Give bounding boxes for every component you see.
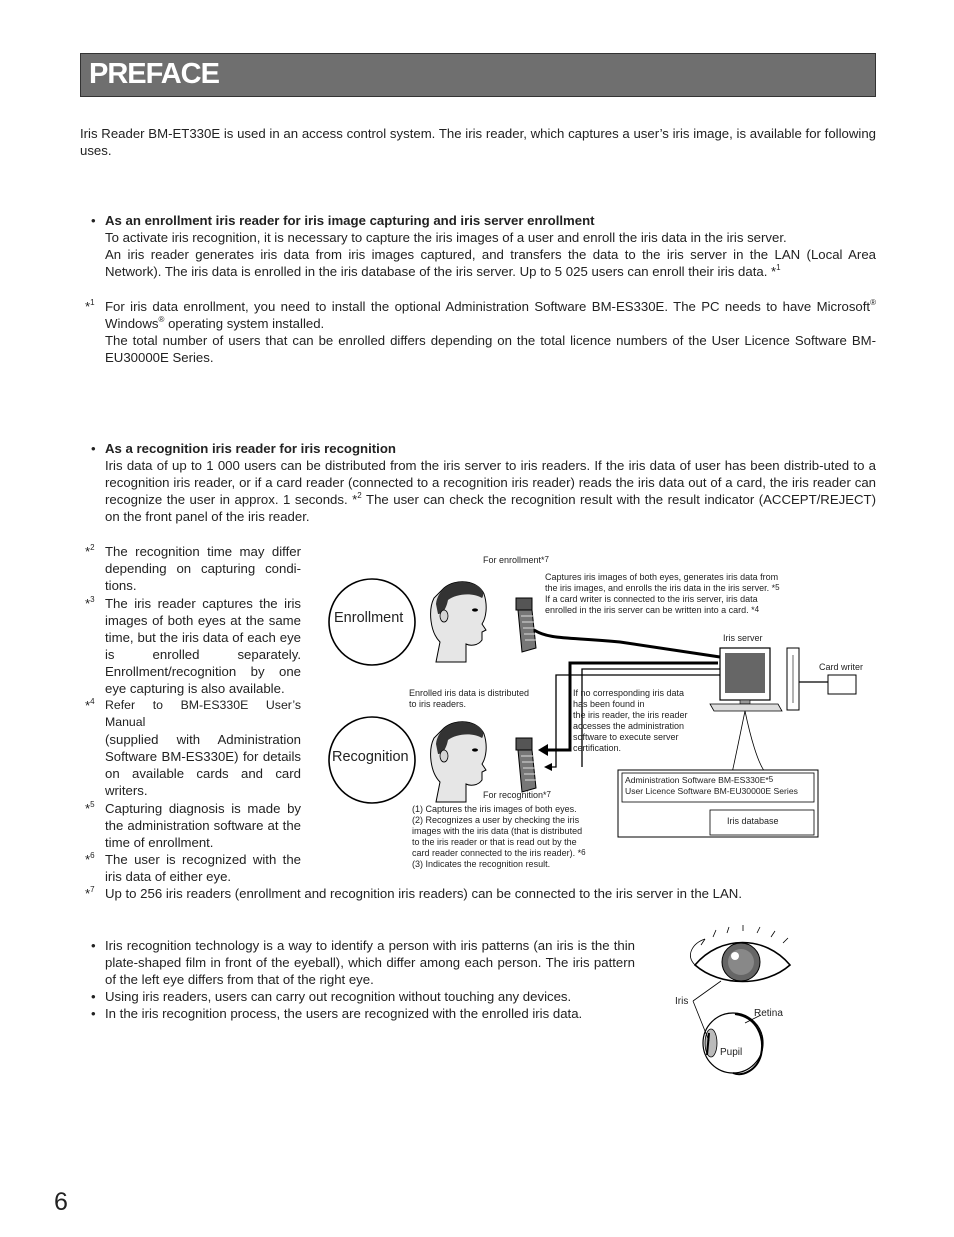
footnote-3: *$^3$ The iris reader captures the iris images of both eyes at the same time, but the iris data of each eye is enrolled separately. Enrollment/recognition by one eye capturing is also available. <box>85 595 301 696</box>
page-title: PREFACE <box>89 58 219 90</box>
recognition-body: Iris data of up to 1 000 users can be distributed from the iris server to iris readers. If the iris data of user has been distrib-uted to a recognition iris reader, or if a card reader (connected to a recognition iris reader) reads the iris data out of a card, the iris reader can recognize the user in approx. 1 seconds. *$^2$ The user can check the recognition result with the result indicator (ACCEPT/REJECT) on the front panel of the iris reader. <box>105 458 876 524</box>
enrollment-section <box>91 212 876 280</box>
iris-server-label: Iris server <box>723 633 763 643</box>
system-diagram <box>320 545 880 880</box>
no-match-note: If no corresponding iris data has been found in the iris reader, the iris reader accesses the administration software to execute server certification. <box>573 688 688 753</box>
footnote-7: *$^7$ Up to 256 iris readers (enrollment and recognition iris readers) can be connected to the iris server in the LAN. <box>85 885 742 901</box>
recognition-section <box>91 440 876 525</box>
eye-diagram <box>665 925 815 1080</box>
iris-reader-icon <box>516 738 536 792</box>
footnote-6: *$^6$ The user is recognized with the iris data of either eye. <box>85 851 301 884</box>
list-item: • Using iris readers, users can carry out recognition without touching any devices. <box>91 989 572 1004</box>
iris-database-label: Iris database <box>727 816 779 826</box>
for-recognition-label: For recognition*$^7$ <box>483 790 551 800</box>
list-item: • In the iris recognition process, the users are recognized with the enrolled iris data. <box>91 1006 583 1021</box>
list-item: • Iris recognition technology is a way to identify a person with iris patterns (an iris is the thin plate-shaped film in front of the eyeball), which differ among each person. The iris pattern of the left eye differs from that of the right eye. <box>91 938 635 987</box>
iris-tech-bullets <box>91 937 635 1022</box>
card-writer-icon <box>828 675 856 694</box>
for-enrollment-label: For enrollment*$^7$ <box>483 555 549 565</box>
iris-reader-icon <box>516 598 536 652</box>
recognition-heading: As a recognition iris reader for iris recognition <box>105 441 396 456</box>
enrollment-line1: To activate iris recognition, it is necessary to capture the iris images of a user and enroll the iris data in the iris server. <box>105 230 787 245</box>
iris-label: Iris <box>675 996 689 1007</box>
person-head-icon <box>431 582 487 662</box>
pupil-label: Pupil <box>720 1047 743 1058</box>
footnote-4: *$^4$ Refer to BM-ES330E User’s Manual (supplied with Administration Software BM-ES330E) for details on available cards and card writers. <box>85 697 301 798</box>
intro-paragraph: Iris Reader BM-ET330E is used in an access control system. The iris reader, which captures a user’s iris image, is available for following uses. <box>80 126 876 158</box>
enrollment-label: Enrollment <box>334 610 404 626</box>
footnote-1: *$^1$ For iris data enrollment, you need to install the optional Administration Software BM-ES330E. The PC needs to have Microsoft® Windows® operating system installed. The total number of users that can be enrolled differs depending on the total licence numbers of the User Licence Software BM-EU30000E Series. <box>85 298 876 365</box>
card-writer-label: Card writer <box>819 662 864 672</box>
footnote-2: *$^2$ The recognition time may differ depending on capturing condi-tions. <box>85 543 301 593</box>
enrollment-heading: As an enrollment iris reader for iris image capturing and iris server enrollment <box>105 213 595 228</box>
page-title-bar <box>80 53 876 97</box>
footnote-mark: *$^1$ <box>85 298 95 314</box>
captures-note: Captures iris images of both eyes, generates iris data from the iris images, and enrolls the iris data in the iris server. *$^5$ If a card writer is connected to the iris server, iris data enrolled in the iris server can be written into a card. *$^4$ <box>545 572 780 615</box>
footnote-5: *$^5$ Capturing diagnosis is made by the administration software at the time of enrollment. <box>85 800 301 850</box>
bullet-icon: • <box>91 441 96 456</box>
page-number: 6 <box>54 1188 68 1216</box>
software-box: Administration Software BM-ES330E*$^5$ User Licence Software BM-EU30000E Series <box>625 775 798 796</box>
enrollment-line2: An iris reader generates iris data from iris images captured, and transfers the data to the iris server in the LAN (Local Area Network). The iris data is enrolled in the iris database of the iris server. Up to 5 025 users can enroll their iris data. *$^1$ <box>105 247 876 279</box>
retina-label: Retina <box>754 1008 783 1019</box>
distributed-note: Enrolled iris data is distributed to iris readers. <box>409 688 530 709</box>
person-head-icon <box>431 722 487 802</box>
recognition-steps: (1) Captures the iris images of both eyes. (2) Recognizes a user by checking the iris images with the iris data (that is distributed to the iris reader or that is read out by the card reader connected to the iris reader). *$^6$ (3) Indicates the recognition result. <box>412 804 586 869</box>
recognition-label: Recognition <box>332 749 409 765</box>
computer-icon <box>710 648 799 711</box>
bullet-icon: • <box>91 213 96 228</box>
